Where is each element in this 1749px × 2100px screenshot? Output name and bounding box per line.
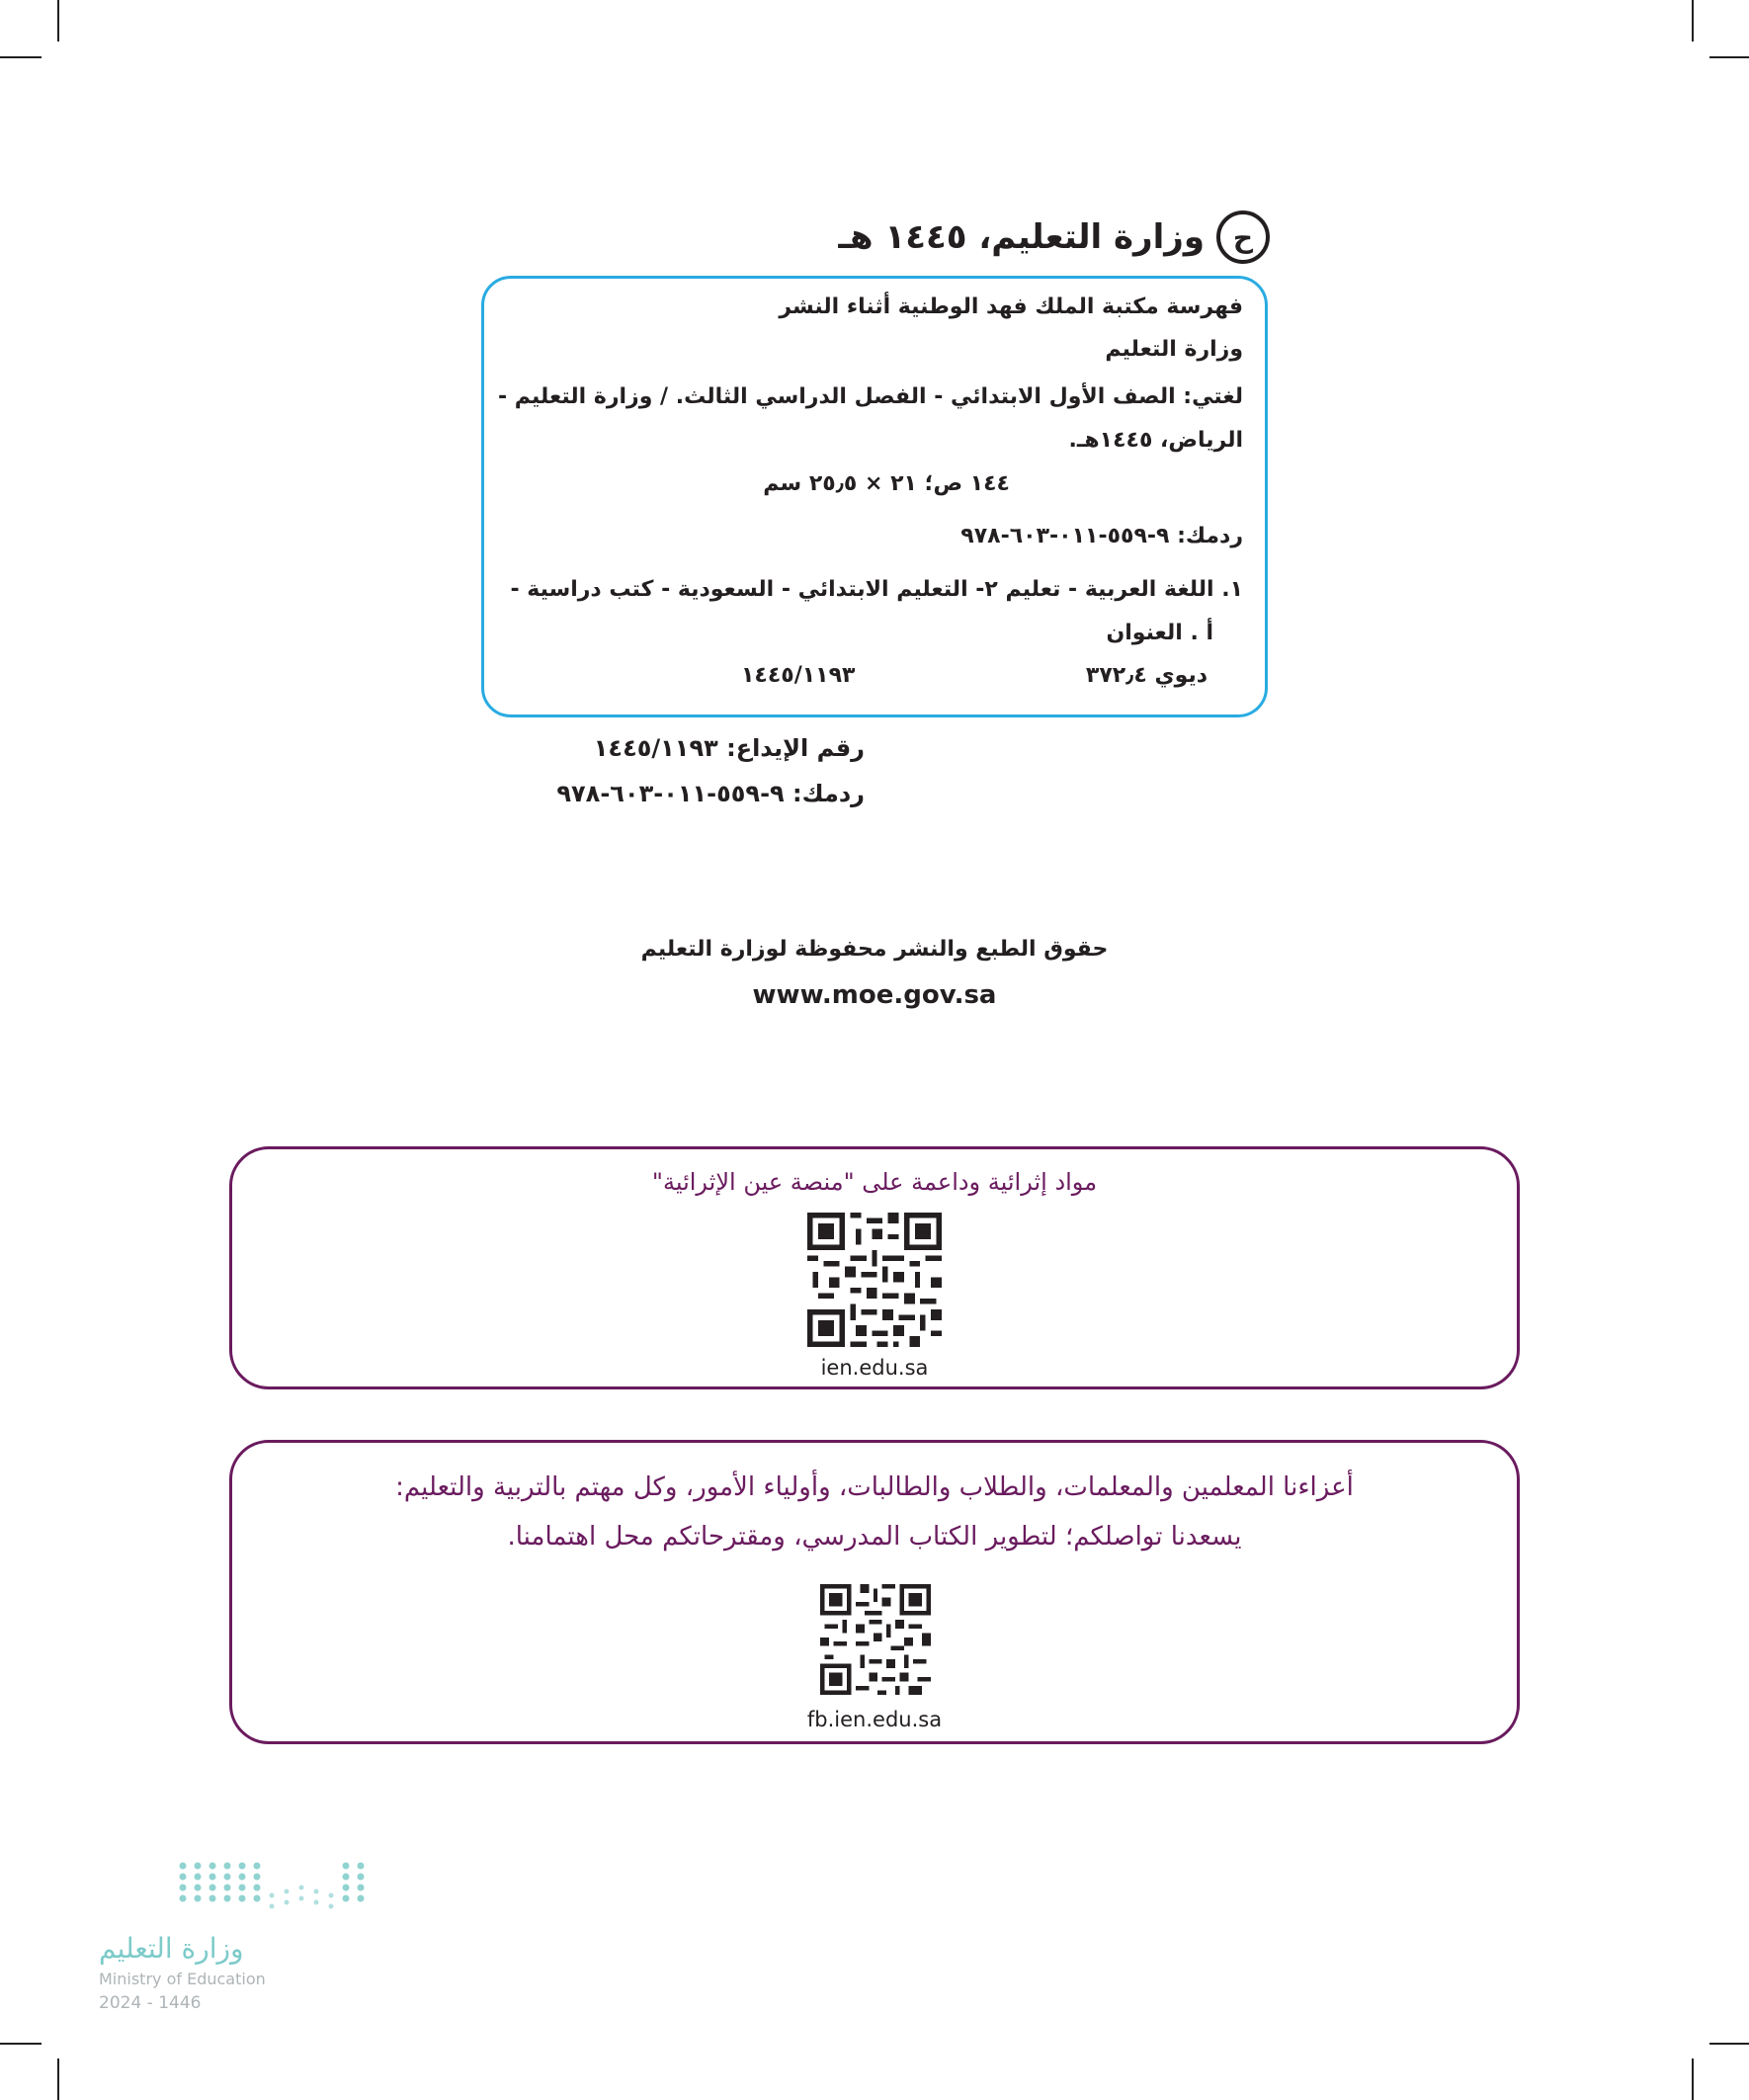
crop-mark-top-left-h (0, 56, 42, 58)
feedback-url[interactable]: fb.ien.edu.sa (806, 1708, 943, 1731)
enrichment-qr-box (229, 1146, 1520, 1389)
feedback-greeting: أعزاءنا المعلمين والمعلمات، والطلاب والطالبات، وأولياء الأمور، وكل مهتم بالتربية والتعليم: (395, 1472, 1354, 1502)
feedback-qr-box (229, 1440, 1520, 1744)
deposit-isbn: ردمك: ٩-٥٥٩-٠١١-٦٠٣-٩٧٨ (556, 780, 865, 807)
catalog-line: وزارة التعليم (1105, 337, 1243, 362)
crop-mark-bottom-left-v (57, 2058, 59, 2100)
ministry-logo (94, 1858, 371, 2016)
catalog-record-box (481, 276, 1268, 717)
catalog-dewey: ديوي ٣٧٢٫٤ (1085, 663, 1208, 688)
crop-mark-top-right-h (1709, 56, 1749, 58)
catalog-line: لغتي: الصف الأول الابتدائي - الفصل الدراسي الثالث. / وزارة التعليم - (497, 384, 1243, 409)
website-link[interactable]: www.moe.gov.sa (752, 980, 997, 1010)
catalog-line: أ . العنوان (1106, 621, 1213, 645)
crop-mark-bottom-left-h (0, 2043, 42, 2045)
copyright-heading (657, 208, 1270, 267)
catalog-line: ١٤٤ ص؛ ٢١ × ٢٥٫٥ سم (763, 471, 1010, 496)
catalog-line: ١. اللغة العربية - تعليم ٢- التعليم الابتدائي - السعودية - كتب دراسية - (510, 577, 1243, 602)
qr-code-icon[interactable] (820, 1584, 931, 1695)
catalog-line: فهرسة مكتبة الملك فهد الوطنية أثناء النشر (779, 294, 1243, 319)
logo-dots-icon (94, 1858, 371, 1927)
catalog-line: ردمك: ٩-٥٥٩-٠١١-٦٠٣-٩٧٨ (960, 524, 1243, 548)
catalog-line: الرياض، ١٤٤٥هـ. (1068, 428, 1243, 453)
logo-english-text: Ministry of Education (99, 1970, 266, 1988)
crop-mark-top-left-v (57, 0, 59, 42)
crop-mark-bottom-right-h (1709, 2043, 1749, 2045)
rights-text: حقوق الطبع والنشر محفوظة لوزارة التعليم (640, 937, 1109, 962)
qr-code-icon[interactable] (805, 1213, 944, 1347)
logo-year-text: 2024 - 1446 (99, 1993, 202, 2013)
enrichment-caption: مواد إثرائية وداعمة على "منصة عين الإثرائية" (651, 1168, 1098, 1196)
copyright-symbol: ح (1216, 210, 1270, 264)
enrichment-url[interactable]: ien.edu.sa (820, 1356, 929, 1380)
crop-mark-bottom-right-v (1692, 2058, 1694, 2100)
logo-arabic-text: وزارة التعليم (99, 1932, 244, 1965)
feedback-message: يسعدنا تواصلكم؛ لتطوير الكتاب المدرسي، ومقترحاتكم محل اهتمامنا. (507, 1522, 1242, 1552)
deposit-number: رقم الإيداع: ١٤٤٥/١١٩٣ (593, 734, 865, 762)
catalog-deposit-code: ١٤٤٥/١١٩٣ (741, 663, 856, 688)
crop-mark-top-right-v (1692, 0, 1694, 42)
copyright-text: وزارة التعليم، ١٤٤٥ هـ (838, 217, 1205, 257)
